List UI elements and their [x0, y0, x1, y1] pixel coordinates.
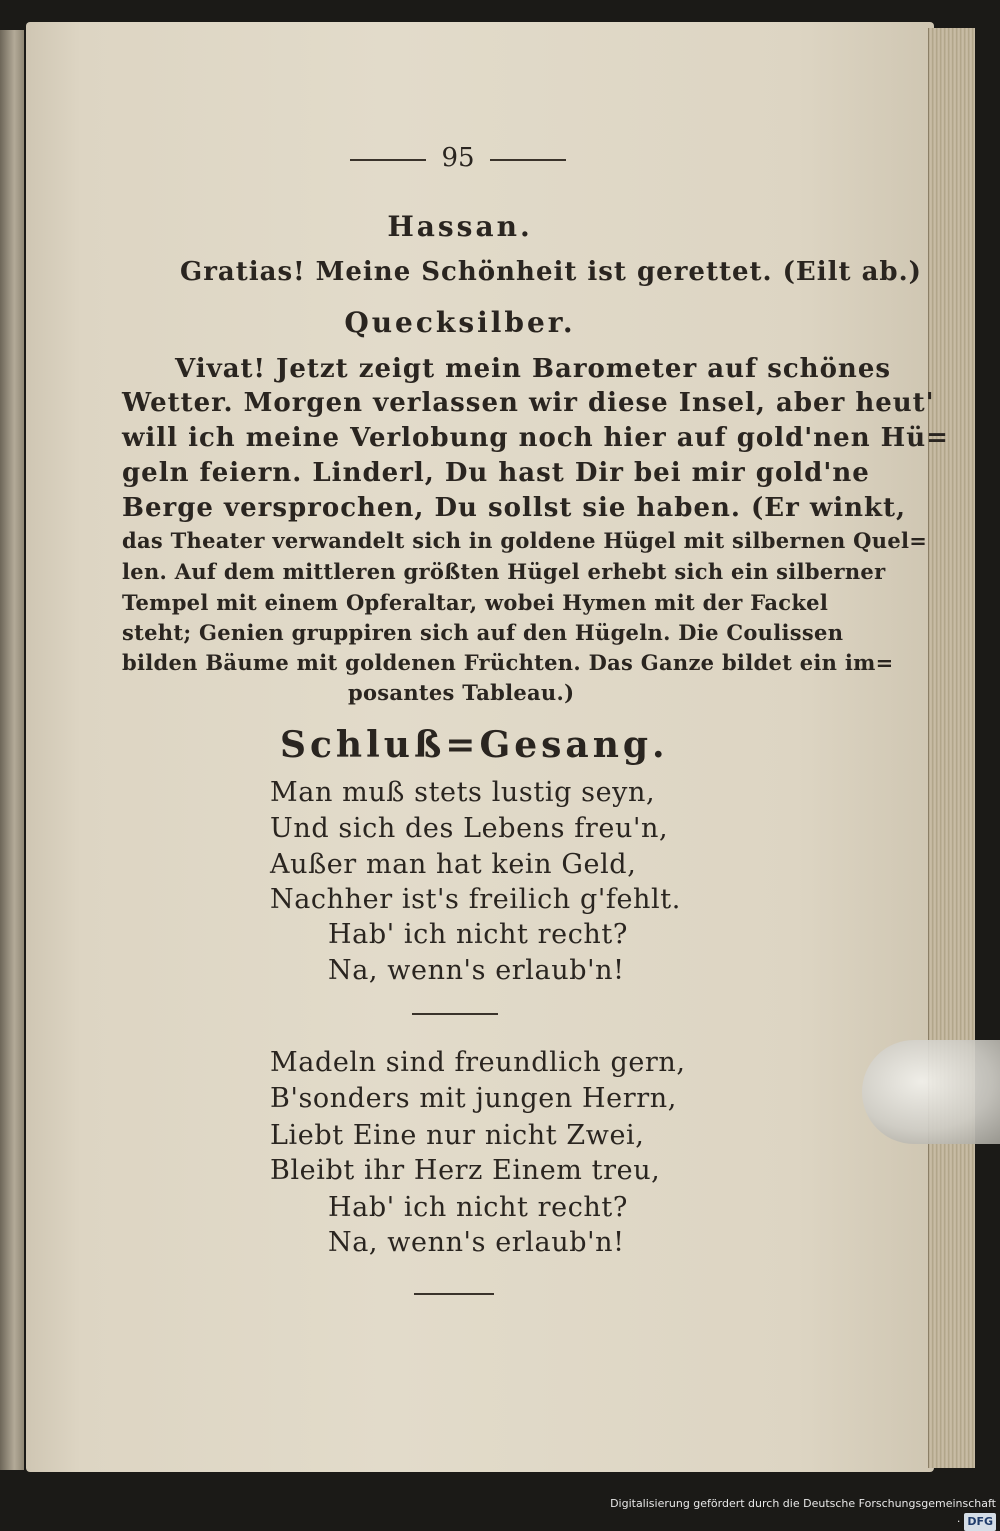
left-page-edge — [0, 30, 24, 1470]
page-number-header — [350, 140, 566, 176]
header-rule-right — [490, 159, 566, 161]
dialogue-line: Berge versprochen, Du sollst sie haben. (Er winkt, — [122, 493, 907, 523]
speaker-name: Quecksilber. — [344, 306, 576, 339]
verse-line: Na, wenn's erlaub'n! — [328, 1227, 625, 1258]
verse-line: Außer man hat kein Geld, — [270, 849, 637, 880]
end-divider — [414, 1293, 494, 1295]
stanza-divider — [412, 1013, 498, 1015]
dialogue-line: geln feiern. Linderl, Du hast Dir bei mir gold'ne — [122, 458, 870, 488]
verse-line: B'sonders mit jungen Herrn, — [270, 1083, 677, 1114]
stage-direction-line: bilden Bäume mit goldenen Früchten. Das Ganze bildet ein im= — [122, 650, 894, 675]
verse-line: Liebt Eine nur nicht Zwei, — [270, 1120, 645, 1151]
page-stack-edge — [928, 28, 975, 1468]
verse-line: Nachher ist's freilich g'fehlt. — [270, 884, 681, 915]
header-rule-left — [350, 159, 426, 161]
dialogue-line: Gratias! Meine Schönheit ist gerettet. (Eilt ab.) — [180, 257, 922, 287]
dialogue-line: Vivat! Jetzt zeigt mein Barometer auf schönes — [175, 354, 892, 384]
verse-line: Na, wenn's erlaub'n! — [328, 955, 625, 986]
verse-line: Man muß stets lustig seyn, — [270, 777, 656, 808]
digitization-credit — [606, 1495, 996, 1528]
verse-line: Bleibt ihr Herz Einem treu, — [270, 1155, 661, 1186]
dfg-logo-badge: DFG — [964, 1513, 996, 1531]
dialogue-line: will ich meine Verlobung noch hier auf gold'nen Hü= — [122, 423, 949, 453]
verse-line: Hab' ich nicht recht? — [328, 1192, 628, 1223]
stage-direction-line: steht; Genien gruppiren sich auf den Hügeln. Die Coulissen — [122, 620, 844, 645]
stage-direction-line: posantes Tableau.) — [348, 680, 575, 705]
dialogue-line: Wetter. Morgen verlassen wir diese Insel, aber heut' — [122, 388, 935, 418]
stage-direction-line: das Theater verwandelt sich in goldene Hügel mit silbernen Quel= — [122, 528, 928, 553]
scanner-thumb-holder — [862, 1040, 1000, 1144]
song-title: Schluß=Gesang. — [280, 724, 669, 766]
stage-direction-line: Tempel mit einem Opferaltar, wobei Hymen mit der Fackel — [122, 590, 829, 615]
verse-line: Hab' ich nicht recht? — [328, 919, 628, 950]
verse-line: Und sich des Lebens freu'n, — [270, 813, 669, 844]
stage-direction-line: len. Auf dem mittleren größten Hügel erhebt sich ein silberner — [122, 559, 886, 584]
speaker-name: Hassan. — [387, 210, 533, 243]
verse-line: Madeln sind freundlich gern, — [270, 1047, 686, 1078]
credit-text: Digitalisierung gefördert durch die Deutsche Forschungsgemeinschaft · — [610, 1497, 996, 1528]
page-number: 95 — [441, 143, 475, 173]
